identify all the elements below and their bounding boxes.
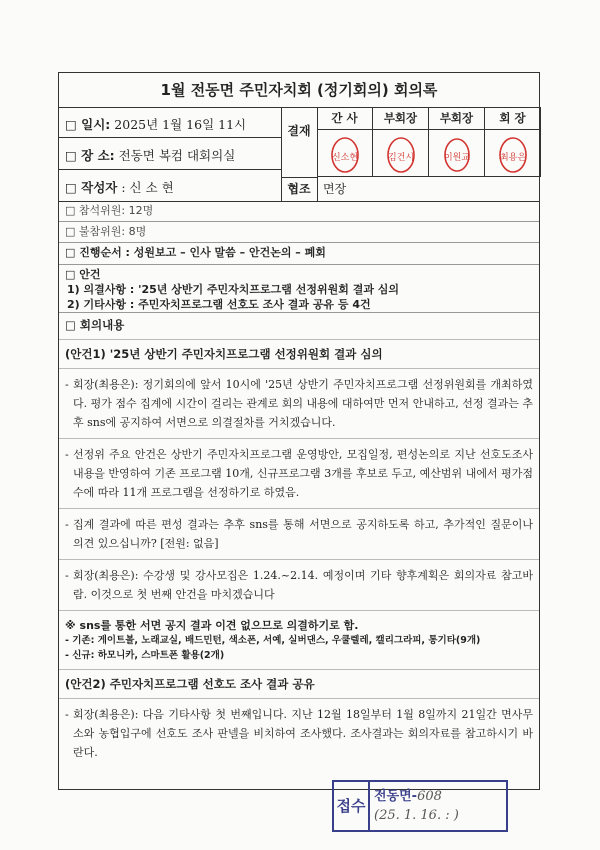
receipt-office: 전동면-608 [374, 789, 442, 804]
approval-role: 간 사 [317, 107, 372, 130]
new-programs: - 신규: 하모니카, 스마트폰 활용(2개) [65, 650, 225, 661]
present-count: □ 참석위원: 12명 [59, 201, 539, 222]
svg-text:최용은: 최용은 [499, 153, 526, 163]
meeting-info [59, 107, 282, 201]
resolution-note: ※ sns를 통한 서면 공지 결과 이견 없으므로 의결하기로 함. [65, 619, 359, 632]
author-value: : 신 소 현 [121, 180, 174, 195]
seal-icon [496, 135, 530, 175]
minutes-document [58, 72, 540, 790]
cooperation-value: 면장 [323, 182, 347, 196]
item1-paragraph: - 집계 결과에 따른 편성 결과는 추후 sns를 통해 서면으로 공지하도록 하고, 추가적인 질문이나 의견 있으십니까? [전원: 없음] [65, 515, 533, 553]
item2-paragraph: - 회장(최용은): 다음 기타사항 첫 번째입니다. 지난 12월 18일부터 1월 8일까지 21일간 면사무소와 농협입구에 선호도 조사 판넬을 비치하여 조사했다. 조사결과는 회의자료를 참고하시기 바란다. [65, 705, 533, 762]
place-row [65, 146, 235, 164]
minutes-body [59, 313, 539, 766]
approval-role: 회 장 [485, 107, 540, 130]
approval-role: 부회장 [429, 107, 484, 130]
agenda-heading: □ 안건 [65, 268, 101, 281]
item1-heading: (안건1) '25년 상반기 주민자치프로그램 선정위원회 결과 심의 [65, 347, 383, 361]
cooperation-label: 협조 [281, 177, 318, 201]
agenda-item: 2) 기타사항 : 주민자치프로그램 선호도 조사 결과 공유 등 4건 [67, 298, 371, 311]
approval-col-secretary [317, 107, 373, 177]
item2-heading: (안건2) 주민자치프로그램 선호도 조사 결과 공유 [65, 677, 315, 691]
approval-col-vice1 [373, 107, 429, 177]
author-label: □ 작성자 [65, 180, 118, 195]
svg-text:이원교: 이원교 [443, 153, 470, 163]
seal-icon [328, 135, 362, 175]
date-value: 2025년 1월 16일 11시 [114, 117, 247, 132]
agenda-item: 1) 의결사항 : '25년 상반기 주민자치프로그램 선정위원회 결과 심의 [67, 283, 400, 296]
author-row [65, 178, 174, 196]
content-heading: □ 회의내용 [65, 318, 125, 332]
receipt-number: 608 [417, 789, 442, 804]
seal-icon [440, 135, 474, 175]
agenda-section [59, 265, 539, 313]
approval-table [281, 107, 541, 201]
absent-count: □ 불참위원: 8명 [59, 222, 539, 243]
existing-programs: - 기존: 게이트볼, 노래교실, 배드민턴, 색소폰, 서예, 실버댄스, 우쿨렐레, 캘리그라피, 통기타(9개) [65, 635, 481, 646]
place-label: □ 장 소: [65, 148, 115, 163]
svg-text:김건시: 김건시 [387, 153, 414, 163]
seal-icon [384, 135, 418, 175]
item1-paragraph: - 회장(최용은): 정기회의에 앞서 10시에 '25년 상반기 주민자치프로그램 선정위원회를 개최하였다. 평가 점수 집계에 시간이 걸리는 관계로 회의 내용에 대하여만 먼저 안내하고, 선정 결과는 추후 sns에 공지하여 서면으로 의결절차를 거치겠습니다. [65, 375, 533, 432]
approval-label: 결재 [281, 107, 318, 178]
place-value: 전동면 복컴 대회의실 [118, 148, 236, 163]
svg-text:신소현: 신소현 [331, 153, 358, 163]
document-title: 1월 전동면 주민자치회 (정기회의) 회의록 [59, 73, 539, 108]
attendance [59, 201, 539, 243]
receipt-date: (25. 1. 16. : ) [374, 808, 459, 823]
header-block [59, 107, 539, 202]
item1-paragraph: - 회장(최용은): 수강생 및 강사모집은 1.24.~2.14. 예정이며 기타 향후계획은 회의자료 참고바람. 이것으로 첫 번째 안건을 마치겠습니다 [65, 566, 533, 604]
receipt-stamp [332, 780, 508, 832]
agenda-order: □ 진행순서 : 성원보고 – 인사 말씀 – 안건논의 – 폐회 [59, 241, 539, 265]
item1-paragraph: - 선정위 주요 안건은 상반기 주민자치프로그램 운영방안, 모집일정, 편성논의로 지난 선호도조사 내용을 반영하여 기존 프로그램 10개, 신규프로그램 3개를 후보로 두고, 예산범위 내에서 평가점수에 따라 11개 프로그램을 선정하기로 하였음. [65, 445, 533, 502]
receipt-label: 접수 [334, 782, 370, 830]
approval-col-vice2 [429, 107, 485, 177]
approval-col-chair [485, 107, 541, 177]
approval-role: 부회장 [373, 107, 428, 130]
date-row [65, 115, 246, 133]
date-label: □ 일시: [65, 117, 111, 132]
